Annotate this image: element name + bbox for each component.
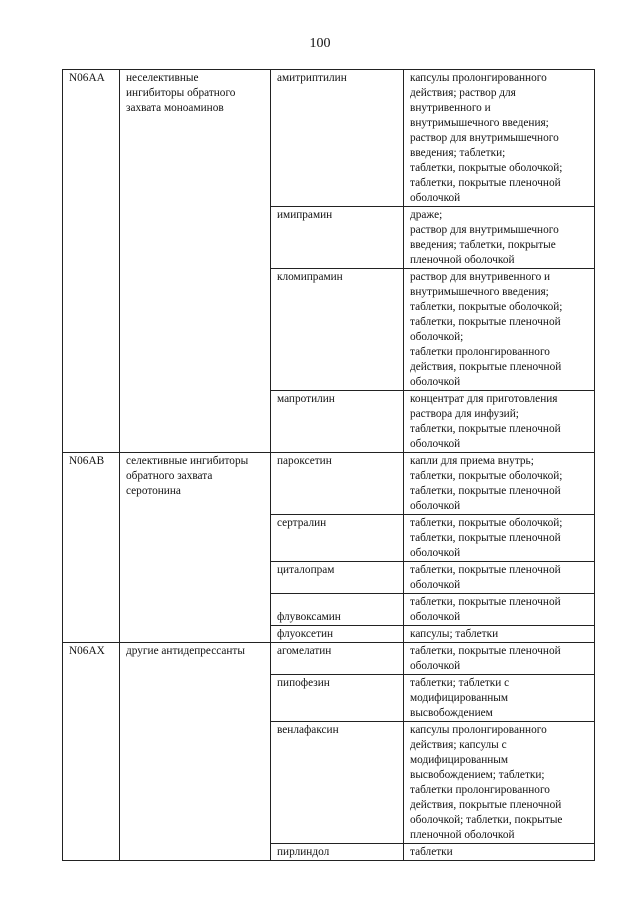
dosage-form-line: таблетки, покрытые пленочной xyxy=(410,316,561,328)
dosage-form-line: раствор для внутривенного и xyxy=(410,271,551,283)
dosage-form-line: таблетки, покрытые оболочкой; xyxy=(410,517,563,529)
dosage-form-line: пленочной оболочкой xyxy=(410,254,515,266)
dosage-form-line: модифицированным xyxy=(410,692,509,704)
dosage-form-line: действия; раствор для xyxy=(410,87,516,99)
dosage-form-line: драже; xyxy=(410,209,443,221)
drug-name-cell: флуоксетин xyxy=(271,626,404,643)
dosage-form-line: оболочкой xyxy=(410,547,461,559)
dosage-form-line: оболочкой xyxy=(410,660,461,672)
drug-name-cell: амитриптилин xyxy=(271,70,404,207)
dosage-form-line: таблетки; таблетки с xyxy=(410,677,510,689)
dosage-form-line: капсулы пролонгированного xyxy=(410,724,547,736)
dosage-form-line: оболочкой; таблетки, покрытые xyxy=(410,814,563,826)
group-name-line: селективные ингибиторы xyxy=(126,455,249,467)
group-name-line: другие антидепрессанты xyxy=(126,645,245,657)
dosage-form-line: таблетки, покрытые пленочной xyxy=(410,485,561,497)
dosage-form-line: таблетки xyxy=(410,846,453,858)
dosage-form-line: капли для приема внутрь; xyxy=(410,455,534,467)
dosage-form-line: внутримышечного введения; xyxy=(410,117,549,129)
dosage-form-line: таблетки пролонгированного xyxy=(410,784,550,796)
dosage-form-line: таблетки, покрытые пленочной xyxy=(410,645,561,657)
dosage-form-line: оболочкой xyxy=(410,579,461,591)
dosage-form-line: пленочной оболочкой xyxy=(410,829,515,841)
group-name-cell xyxy=(120,643,271,861)
drug-name-cell: пароксетин xyxy=(271,453,404,515)
dosage-forms-cell xyxy=(404,70,595,207)
dosage-form-line: таблетки, покрытые пленочной xyxy=(410,532,561,544)
drug-name-cell: имипрамин xyxy=(271,207,404,269)
page-number: 100 xyxy=(309,36,331,51)
dosage-form-line: таблетки, покрытые оболочкой; xyxy=(410,470,563,482)
drug-name-cell: пипофезин xyxy=(271,675,404,722)
dosage-form-line: введения; таблетки; xyxy=(410,147,506,159)
dosage-forms-cell xyxy=(404,562,595,594)
group-name-cell xyxy=(120,70,271,453)
dosage-form-line: капсулы; таблетки xyxy=(410,628,499,640)
dosage-forms-cell xyxy=(404,391,595,453)
dosage-form-line: таблетки пролонгированного xyxy=(410,346,550,358)
dosage-forms-cell xyxy=(404,207,595,269)
dosage-form-line: таблетки, покрытые пленочной xyxy=(410,177,561,189)
dosage-forms-cell xyxy=(404,722,595,844)
dosage-form-line: оболочкой xyxy=(410,192,461,204)
group-name-line: ингибиторы обратного xyxy=(126,87,236,99)
dosage-form-line: раствор для внутримышечного xyxy=(410,224,559,236)
drug-table xyxy=(62,69,595,861)
dosage-form-line: действия, покрытые пленочной xyxy=(410,799,562,811)
dosage-forms-cell xyxy=(404,453,595,515)
dosage-form-line: введения; таблетки, покрытые xyxy=(410,239,556,251)
dosage-form-line: раствора для инфузий; xyxy=(410,408,519,420)
group-name-cell xyxy=(120,453,271,643)
dosage-form-line: концентрат для приготовления xyxy=(410,393,558,405)
dosage-form-line: оболочкой xyxy=(410,376,461,388)
atc-code-cell: N06AA xyxy=(63,70,120,453)
dosage-forms-cell xyxy=(404,515,595,562)
dosage-form-line: таблетки, покрытые пленочной xyxy=(410,596,561,608)
dosage-form-line: модифицированным xyxy=(410,754,509,766)
table-body xyxy=(63,70,595,861)
dosage-form-line: таблетки, покрытые оболочкой; xyxy=(410,301,563,313)
dosage-forms-cell xyxy=(404,626,595,643)
dosage-form-line: капсулы пролонгированного xyxy=(410,72,547,84)
table-row xyxy=(63,453,595,515)
drug-name-cell: циталопрам xyxy=(271,562,404,594)
drug-name-cell: венлафаксин xyxy=(271,722,404,844)
dosage-form-line: таблетки, покрытые оболочкой; xyxy=(410,162,563,174)
table-row xyxy=(63,70,595,207)
drug-name-cell: флувоксамин xyxy=(271,594,404,626)
group-name-line: неселективные xyxy=(126,72,199,84)
drug-name-cell: пирлиндол xyxy=(271,844,404,861)
drug-name-cell: кломипрамин xyxy=(271,269,404,391)
dosage-form-line: оболочкой xyxy=(410,611,461,623)
drug-name-cell: мапротилин xyxy=(271,391,404,453)
dosage-form-line: высвобождением xyxy=(410,707,493,719)
dosage-form-line: высвобождением; таблетки; xyxy=(410,769,545,781)
dosage-form-line: таблетки, покрытые пленочной xyxy=(410,423,561,435)
atc-code-cell: N06AX xyxy=(63,643,120,861)
dosage-form-line: внутримышечного введения; xyxy=(410,286,549,298)
dosage-form-line: раствор для внутримышечного xyxy=(410,132,559,144)
dosage-form-line: оболочкой xyxy=(410,500,461,512)
dosage-form-line: действия, покрытые пленочной xyxy=(410,361,562,373)
atc-code-cell: N06AB xyxy=(63,453,120,643)
dosage-forms-cell xyxy=(404,269,595,391)
table-row xyxy=(63,643,595,675)
dosage-form-line: действия; капсулы с xyxy=(410,739,507,751)
dosage-forms-cell xyxy=(404,675,595,722)
dosage-forms-cell xyxy=(404,643,595,675)
dosage-forms-cell xyxy=(404,594,595,626)
dosage-form-line: таблетки, покрытые пленочной xyxy=(410,564,561,576)
group-name-line: серотонина xyxy=(126,485,181,497)
drug-name-cell: агомелатин xyxy=(271,643,404,675)
dosage-form-line: внутривенного и xyxy=(410,102,491,114)
group-name-line: захвата моноаминов xyxy=(126,102,224,114)
drug-name-cell: сертралин xyxy=(271,515,404,562)
dosage-form-line: оболочкой; xyxy=(410,331,464,343)
dosage-forms-cell xyxy=(404,844,595,861)
group-name-line: обратного захвата xyxy=(126,470,213,482)
dosage-form-line: оболочкой xyxy=(410,438,461,450)
